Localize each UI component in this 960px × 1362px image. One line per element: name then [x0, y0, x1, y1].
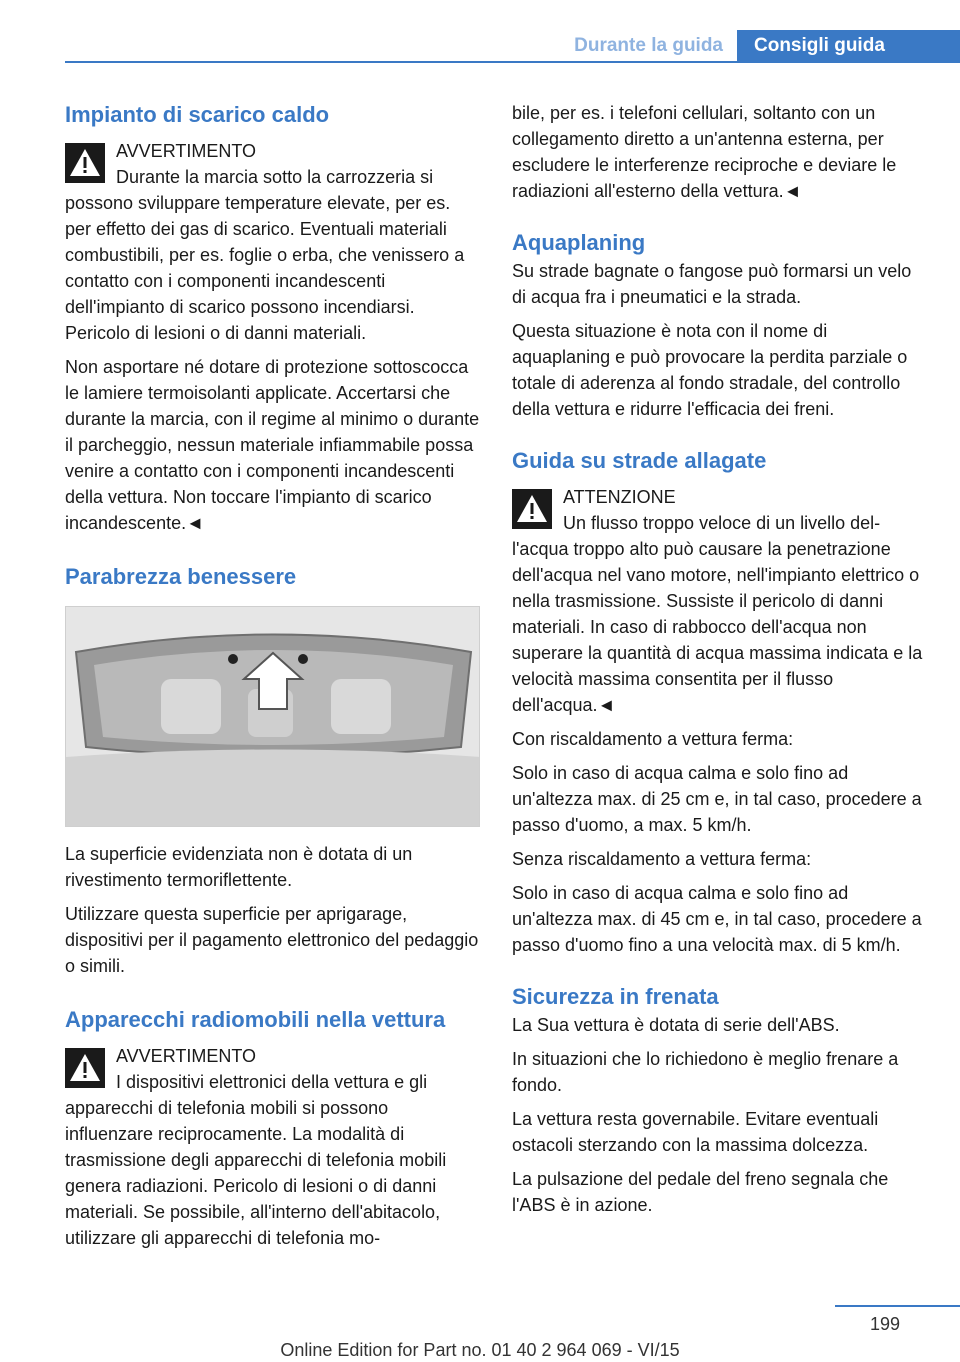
warning-text-start: Durante la marcia sotto la carrozzeria si [116, 167, 434, 187]
header-section-driving-tips[interactable]: Consigli guida [737, 30, 960, 61]
aquaplaning-paragraph-1: Su strade bagnate o fangose può formarsi un velo di acqua fra i pneumatici e la strada. [512, 261, 912, 307]
flooded-paragraph-4: Solo in caso di acqua calma e solo fino ad un'altezza max. di 45 cm e, in tal caso, procedere a passo d'uomo fino a una velocità max. di 5 km/h. [512, 883, 922, 955]
right-column [512, 100, 927, 1218]
warning-text-rest: possono sviluppare temperature elevate, per es. per effetto dei gas di scarico. Eventuali materiali combustibili, per es. foglie o erba, che venissero a contatto con i componenti incandescenti dell'impianto di scarico possono incendiarsi. Pericolo di lesioni o di danni materiali. [65, 193, 465, 343]
heading-braking-safety: Sicurezza in frenata [512, 984, 719, 1009]
flooded-paragraph-3: Senza riscaldamento a vettura ferma: [512, 849, 812, 869]
warning-triangle-icon [65, 143, 105, 183]
warning-triangle-icon [512, 489, 552, 529]
heading-windshield: Parabrezza benessere [65, 564, 297, 589]
heading-hot-exhaust: Impianto di scarico caldo [65, 102, 330, 127]
aquaplaning-paragraph-2: Questa situazione è nota con il nome di aquaplaning e può provocare la perdita parziale o totale di aderenza al fondo stradale, del controllo della vettura e ridurre l'efficacia dei freni. [512, 321, 908, 419]
warning-label: AVVERTIMENTO [116, 141, 257, 161]
warning-label: AVVERTIMENTO [116, 1046, 257, 1066]
windshield-illustration [65, 606, 480, 827]
flooded-paragraph-2: Solo in caso di acqua calma e solo fino ad un'altezza max. di 25 cm e, in tal caso, procedere a passo d'uomo, a max. 5 km/h. [512, 763, 922, 835]
caution-flooded-roads [512, 484, 927, 536]
windshield-paragraph-1: La superficie evidenziata non è dotata di un rivestimento termoriflettente. [65, 844, 413, 890]
warning-radio-devices [65, 1043, 480, 1095]
windshield-paragraph-2: Utilizzare questa superficie per aprigarage, dispositivi per il pagamento elettronico del pedaggio o simili. [65, 904, 479, 976]
hot-exhaust-paragraph: Non asportare né dotare di protezione sottoscocca le lamiere termoisolanti applicate. Accertarsi che durante la marcia, con il regime al minimo o durante il parcheggio, nessun materiale infiammabile possa venire a contatto con i componenti incandescenti della vettura. Non toccare l'impianto di scarico incandescente.◄ [65, 357, 480, 533]
caution-text-start: Un flusso troppo veloce di un livello del- [563, 513, 881, 533]
braking-paragraph-4: La pulsazione del pedale del freno segnala che l'ABS è in azione. [512, 1169, 889, 1215]
warning-text-rest: apparecchi di telefonia mobili si possono influenzare reciprocamente. La modalità di trasmissione degli apparecchi di telefonia mobili genera radiazioni. Pericolo di lesioni o di danni materiali. Se possibile, all'interno dell'abitacolo, utilizzare gli apparecchi di telefonia mo- [65, 1098, 447, 1248]
header-rule [65, 61, 960, 63]
warning-triangle-icon [65, 1048, 105, 1088]
braking-paragraph-1: La Sua vettura è dotata di serie dell'ABS. [512, 1015, 840, 1035]
header-section-driving[interactable]: Durante la guida [574, 35, 723, 56]
radio-continued-text: bile, per es. i telefoni cellulari, soltanto con un collegamento diretto a un'antenna esterna, per escludere le interferenze reciproche e deviare le radiazioni all'esterno della vettura.◄ [512, 103, 897, 201]
warning-text-start: I dispositivi elettronici della vettura e gli [116, 1072, 428, 1092]
heading-aquaplaning: Aquaplaning [512, 230, 646, 255]
left-column [65, 100, 480, 1251]
warning-hot-exhaust [65, 138, 480, 190]
flooded-paragraph-1: Con riscaldamento a vettura ferma: [512, 729, 794, 749]
braking-paragraph-3: La vettura resta governabile. Evitare eventuali ostacoli sterzando con la massima dolcezza. [512, 1109, 879, 1155]
braking-paragraph-2: In situazioni che lo richiedono è meglio frenare a fondo. [512, 1049, 899, 1095]
heading-radio-devices: Apparecchi radiomobili nella vettura [65, 1007, 446, 1032]
footer-rule [835, 1305, 960, 1307]
caution-label: ATTENZIONE [563, 487, 676, 507]
heading-flooded-roads: Guida su strade allagate [512, 448, 767, 473]
edition-footer: Online Edition for Part no. 01 40 2 964 069 - VI/15 [280, 1340, 680, 1360]
caution-text-rest: l'acqua troppo alto può causare la penetrazione dell'acqua nel vano motore, nell'impianto elettrico o nella trasmissione. Sussiste il pericolo di danni materiali. In caso di rabbocco dell'acqua non superare la quantità di acqua massima indicata e la velocità massima consentita per il flusso dell'acqua.◄ [512, 539, 923, 715]
windshield-arrow-illustration [66, 607, 480, 827]
page-number: 199 [869, 1314, 900, 1334]
